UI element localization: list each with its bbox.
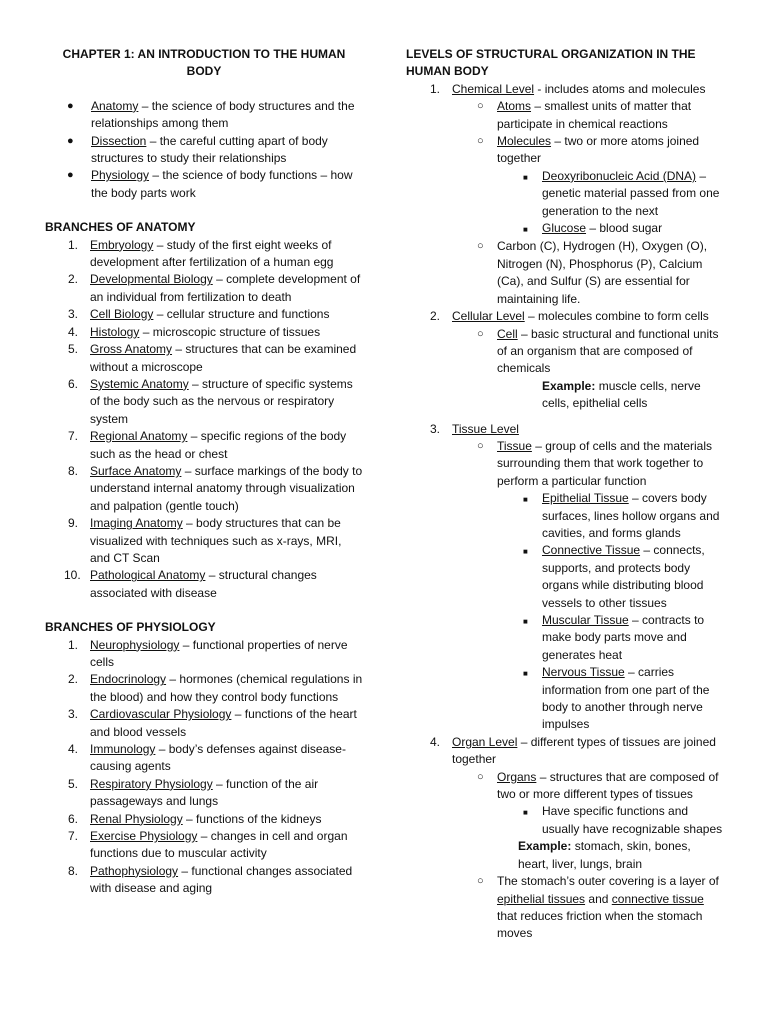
definitions-list <box>45 98 363 202</box>
term: Physiology <box>91 168 150 183</box>
item-number: 9. <box>68 516 79 531</box>
term: Connective Tissue <box>542 543 641 558</box>
stomach-text-a: The stomach’s outer covering is a layer of <box>497 874 719 889</box>
item-number: 3. <box>68 707 79 722</box>
definition: – group of cells and the materials surrounding them that work together to perform a particular function <box>497 438 713 488</box>
term: Cell Biology <box>90 307 154 322</box>
item-number: 2. <box>68 672 79 687</box>
list-item <box>45 428 363 463</box>
term: Regional Anatomy <box>90 429 188 444</box>
list-item <box>406 734 724 769</box>
list-item <box>406 421 724 438</box>
item-number: 5. <box>68 776 79 791</box>
term: Surface Anatomy <box>90 463 182 478</box>
circle-bullet-icon: ○ <box>477 875 484 888</box>
definition: – function of the air passageways and lungs <box>90 776 319 809</box>
definition: – contracts to make body parts move and generates heat <box>542 613 705 662</box>
list-item <box>45 271 363 306</box>
term: Cardiovascular Physiology <box>90 707 232 722</box>
term: Gross Anatomy <box>90 342 173 357</box>
list-item <box>45 863 363 898</box>
item-number: 10. <box>64 568 81 583</box>
circle-bullet-icon: ○ <box>477 240 484 253</box>
definition: – covers body surfaces, lines hollow organs and cavities, and forms glands <box>542 491 720 540</box>
term: Neurophysiology <box>90 637 180 652</box>
item-number: 3. <box>68 307 79 322</box>
list-item <box>406 168 724 220</box>
bullet-icon: ● <box>67 134 74 147</box>
levels-heading: LEVELS OF STRUCTURAL ORGANIZATION IN THE HUMAN BODY <box>406 47 696 79</box>
example-text: stomach, skin, bones, heart, liver, lungs, brain <box>518 839 691 871</box>
list-item <box>45 463 363 515</box>
left-column <box>45 46 363 898</box>
definition: – structures that can be examined without a microscope <box>90 342 357 374</box>
definition: – different types of tissues are joined together <box>452 734 716 767</box>
term: Systemic Anatomy <box>90 376 189 391</box>
item-number: 1. <box>430 81 441 96</box>
square-bullet-icon: ■ <box>523 225 528 235</box>
list-item <box>45 376 363 428</box>
example-note <box>406 838 724 873</box>
item-number: 5. <box>68 342 79 357</box>
term: Organ Level <box>452 734 518 749</box>
physiology-heading: BRANCHES OF PHYSIOLOGY <box>45 620 216 635</box>
example-label: Example: <box>518 839 572 854</box>
list-item <box>406 98 724 133</box>
list-item <box>406 326 724 378</box>
circle-bullet-icon: ○ <box>477 100 484 113</box>
term: Pathophysiology <box>90 863 179 878</box>
circle-bullet-icon: ○ <box>477 770 484 783</box>
list-item <box>45 828 363 863</box>
term: connective tissue <box>611 891 704 906</box>
right-column <box>406 46 724 943</box>
definition: – surface markings of the body to understand internal anatomy through visualization and palpation (gentle touch) <box>90 463 363 513</box>
list-item <box>45 237 363 272</box>
definition: – the science of body structures and the relationships among them <box>91 98 355 131</box>
list-item <box>45 671 363 706</box>
stomach-text-c: that reduces friction when the stomach moves <box>497 908 703 941</box>
list-item <box>45 741 363 776</box>
definition: – study of the first eight weeks of development after fertilization of a human egg <box>90 237 334 270</box>
stomach-text-b: and <box>585 891 612 906</box>
list-item <box>406 238 724 308</box>
term: Organs <box>497 769 537 784</box>
definition: – structure of specific systems of the body such as the nervous or respiratory system <box>90 376 353 426</box>
list-item <box>45 637 363 672</box>
definition: – complete development of an individual from fertilization to death <box>90 272 361 304</box>
circle-bullet-icon: ○ <box>477 439 484 452</box>
term: Epithelial Tissue <box>542 491 629 506</box>
list-item <box>406 612 724 664</box>
list-item <box>45 811 363 828</box>
definition: – hormones (chemical regulations in the blood) and how they control body functions <box>90 672 363 704</box>
example-note <box>406 378 724 413</box>
list-item <box>45 98 363 133</box>
elements-text: Carbon (C), Hydrogen (H), Oxygen (O), Nitrogen (N), Phosphorus (P), Calcium (Ca), and Sulfur (S) are essential for maintaining life. <box>497 239 708 306</box>
physiology-branches-list <box>45 637 363 898</box>
list-item <box>406 133 724 168</box>
item-number: 7. <box>68 829 79 844</box>
item-number: 6. <box>68 376 79 391</box>
definition: – specific regions of the body such as the head or chest <box>90 429 347 461</box>
chapter-title: CHAPTER 1: AN INTRODUCTION TO THE HUMAN BODY <box>62 47 346 79</box>
list-item <box>406 873 724 943</box>
list-item <box>406 438 724 490</box>
term: Muscular Tissue <box>542 613 629 627</box>
list-item <box>406 542 724 612</box>
term: Molecules <box>497 134 552 149</box>
term: Chemical Level <box>452 81 535 96</box>
term: epithelial tissues <box>497 891 586 906</box>
definition: – cellular structure and functions <box>153 307 330 322</box>
term: Exercise Physiology <box>90 829 198 844</box>
list-item <box>406 81 724 98</box>
example-label: Example: <box>542 378 596 393</box>
term: Nervous Tissue <box>542 665 625 680</box>
item-number: 2. <box>68 272 79 287</box>
item-number: 8. <box>68 463 79 478</box>
list-item <box>45 776 363 811</box>
term: Renal Physiology <box>90 811 183 826</box>
term: Respiratory Physiology <box>90 776 213 791</box>
term: Anatomy <box>91 98 139 113</box>
list-item <box>45 341 363 376</box>
list-item <box>406 769 724 804</box>
term: Deoxyribonucleic Acid (DNA) <box>542 168 697 183</box>
term: Developmental Biology <box>90 272 213 287</box>
item-number: 4. <box>68 742 79 757</box>
definition: – microscopic structure of tissues <box>139 324 321 339</box>
square-bullet-icon: ■ <box>523 172 528 182</box>
item-number: 1. <box>68 237 79 252</box>
term: Immunology <box>90 742 156 757</box>
definition: – two or more atoms joined together <box>497 134 700 166</box>
item-number: 3. <box>430 421 441 436</box>
definition: – changes in cell and organ functions due to muscular activity <box>90 829 348 861</box>
definition: – body structures that can be visualized with techniques such as x-rays, MRI, and CT Scan <box>90 516 342 565</box>
circle-bullet-icon: ○ <box>477 135 484 148</box>
list-item <box>45 515 363 567</box>
list-item <box>406 308 724 325</box>
definition: – structures that are composed of two or more different types of tissues <box>497 769 719 802</box>
anatomy-branches-list <box>45 237 363 603</box>
term: Cell <box>497 326 518 341</box>
definition: – the careful cutting apart of body structures to study their relationships <box>91 133 328 166</box>
organs-sub-text: Have specific functions and usually have recognizable shapes <box>542 804 723 836</box>
square-bullet-icon: ■ <box>523 495 528 505</box>
list-item <box>406 803 724 838</box>
definition: – genetic material passed from one generation to the next <box>542 168 720 218</box>
item-number: 6. <box>68 811 79 826</box>
term: Tissue Level <box>452 421 519 436</box>
definition: – molecules combine to form cells <box>524 309 709 324</box>
example-text: muscle cells, nerve cells, epithelial cells <box>542 378 701 411</box>
term: Embryology <box>90 237 154 252</box>
definition: – functional changes associated with disease and aging <box>90 863 353 896</box>
list-item <box>45 306 363 323</box>
list-item <box>45 706 363 741</box>
term: Tissue <box>497 438 532 453</box>
definition: – the science of body functions – how the body parts work <box>91 168 353 200</box>
item-number: 1. <box>68 637 79 652</box>
term: Pathological Anatomy <box>90 568 206 583</box>
item-number: 7. <box>68 429 79 444</box>
definition: – structural changes associated with disease <box>90 568 317 600</box>
list-item <box>45 567 363 602</box>
circle-bullet-icon: ○ <box>477 327 484 340</box>
square-bullet-icon: ■ <box>523 617 528 626</box>
definition: – blood sugar <box>586 221 663 236</box>
definition: – functions of the heart and blood vessels <box>90 707 357 739</box>
definition: – basic structural and functional units of an organism that are composed of chemicals <box>497 326 719 376</box>
list-item <box>406 220 724 238</box>
list-item <box>406 490 724 542</box>
term: Glucose <box>542 221 587 236</box>
item-number: 2. <box>430 309 441 324</box>
list-item <box>45 167 363 202</box>
list-item <box>45 133 363 168</box>
definition: – body’s defenses against disease-causing agents <box>90 742 346 774</box>
definition: – smallest units of matter that participate in chemical reactions <box>497 99 692 131</box>
bullet-icon: ● <box>67 99 74 112</box>
bullet-icon: ● <box>67 169 74 182</box>
square-bullet-icon: ■ <box>523 808 528 818</box>
definition: – functions of the kidneys <box>182 811 322 826</box>
term: Dissection <box>91 133 147 148</box>
list-item <box>406 664 724 734</box>
definition: – functional properties of nerve cells <box>90 637 348 669</box>
item-number: 4. <box>430 734 441 749</box>
term: Endocrinology <box>90 672 167 687</box>
square-bullet-icon: ■ <box>523 547 528 557</box>
item-number: 4. <box>68 324 79 339</box>
anatomy-heading: BRANCHES OF ANATOMY <box>45 220 196 235</box>
item-number: 8. <box>68 863 79 878</box>
list-item <box>45 324 363 341</box>
definition: – connects, supports, and protects body organs while distributing blood vessels to other tissues <box>542 543 705 610</box>
term: Histology <box>90 324 140 339</box>
definition: - includes atoms and molecules <box>534 81 706 96</box>
term: Atoms <box>497 99 532 114</box>
term: Imaging Anatomy <box>90 516 183 531</box>
term: Cellular Level <box>452 309 525 324</box>
square-bullet-icon: ■ <box>523 669 528 679</box>
definition: – carries information from one part of the body to another through nerve impulses <box>542 665 710 732</box>
